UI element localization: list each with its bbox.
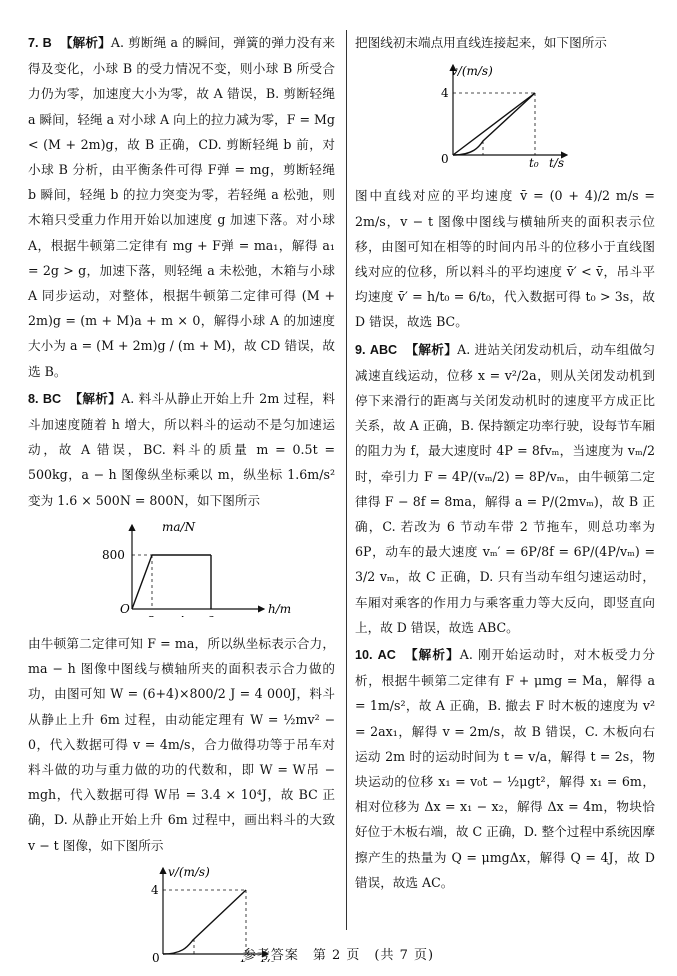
answer-label: ABC bbox=[369, 342, 398, 357]
axis-label-y: ma/N bbox=[162, 519, 196, 534]
x-tick-label: t₀ bbox=[529, 156, 539, 170]
question-8 bbox=[28, 386, 335, 513]
axis-label-x: t/s bbox=[549, 156, 565, 170]
question-number: 8. bbox=[28, 391, 39, 406]
straight-line bbox=[453, 93, 535, 155]
origin-label: 0 bbox=[441, 152, 449, 167]
ma-h-graph bbox=[28, 517, 335, 625]
question-8-conclusion: 图中直线对应的平均速度 v̄ = (0 + 4)/2 m/s = 2m/s，v − t 图像中图线与横轴所夹的面积表示位移，由图可知在相等的时间内吊斗的位移小于直线图线对应的位移，所以料斗的平均速度 v̄′ < v̄，吊斗平均速度 v̄′ = h/t₀ = 6/t₀，代入数据可得 t₀ > 3s，故 D 错误，故选 BC。 bbox=[355, 188, 655, 330]
analysis-tag: 【解析】 bbox=[404, 647, 460, 663]
question-7 bbox=[28, 30, 335, 384]
y-tick-label: 800 bbox=[102, 547, 125, 562]
left-column bbox=[28, 30, 335, 976]
question-number: 10. bbox=[355, 648, 373, 663]
axis-label-y: v/(m/s) bbox=[168, 864, 210, 879]
question-8-text-2: 由牛顿第二定律可知 F = ma，所以纵坐标表示合力，ma − h 图像中图线与横轴所夹的面积表示合力做的功，由图可知 W = (6+4)×800/2 J = 4 000J，料斗从静止上升 6m 过程，由动能定理有 W = ½mv² − 0，代入数据可得 v = 4m/s，合力做得功等于吊车对料斗做的功与重力做的功的代数和，即 W = W吊 − mgh，代入数据可得 W吊 = 3.4 × 10⁴J，故 BC 正确，D. 从静止开始上升 6m 过程中，画出料斗的大致 v − t 图像，如下图所示 bbox=[28, 636, 335, 853]
axis-label-x: h/m bbox=[268, 601, 292, 616]
right-column bbox=[355, 30, 655, 895]
origin-label: O bbox=[120, 601, 130, 616]
answer-label: BC bbox=[42, 391, 62, 406]
answer-label: B bbox=[42, 36, 52, 50]
vt-graph-2 bbox=[355, 59, 655, 177]
question-8-continued: 把图线初末端点用直线连接起来，如下图所示 bbox=[355, 35, 607, 50]
question-number: 9. bbox=[355, 342, 366, 357]
analysis-tag: 【解析】 bbox=[59, 35, 111, 50]
ma-h-line bbox=[132, 555, 211, 609]
column-divider bbox=[346, 30, 347, 930]
analysis-tag: 【解析】 bbox=[405, 341, 458, 357]
analysis-tag: 【解析】 bbox=[69, 390, 122, 406]
y-tick-label: 4 bbox=[441, 86, 449, 101]
analysis-text: A. 剪断绳 a 的瞬间，弹簧的弹力没有来得及变化，小球 B 的受力情况不变，则小球 B 所受合力仍为零，加速度大小为零，故 A 错误，B. 剪断轻绳 a 瞬间，轻绳 a 对小球 A 向上的拉力减为零，F = Mg < (M + 2m)g，故 B 正确，CD. 剪断轻绳 b 前，对小球 B 分析，由平衡条件可得 F弹 = mg，剪断轻绳 b 瞬间，轻绳 b 的拉力突变为零，若轻绳 a 松弛，则木箱只受重力作用开始以加速度 g 加速下落。对小球 A，根据牛顿第二定律有 mg + F弹 = ma₁，解得 a₁ = 2g > g，加速下落，则轻绳 a 未松弛，木箱与小球 A 同步运动，对整体，根据牛顿第二定律可得 (M + 2m)g = (m + M)a + m × 0，解得小球 A 的加速度大小为 a = (M + 2m)g / (m + M)，故 CD 错误，故选 B。 bbox=[28, 35, 335, 379]
y-tick-label: 4 bbox=[151, 882, 159, 897]
axis-label-y: v/(m/s) bbox=[451, 64, 493, 79]
analysis-text: A. 刚开始运动时，对木板受力分析，根据牛顿第二定律有 F + μmg = Ma，解得 a = 1m/s²，故 A 正确，B. 撤去 F 时木板的速度为 v² = 2ax₁，解得 v = 2m/s，故 B 错误，C. 木板向右运动 2m 时的运动时间为 t = v/a，解得 t = 2s，物块运动的位移 x₁ = v₀t − ½μgt²，解得 x₁ = 6m，相对位移为 Δx = x₁ − x₂，解得 Δx = 4m，物块恰好位于木板右端，故 C 正确，D. 整个过程中系统因摩擦产生的热量为 Q = μmgΔx，解得 Q = 4J，故 D 错误，故选 AC。 bbox=[355, 647, 656, 890]
answer-label: AC bbox=[377, 648, 396, 663]
question-10 bbox=[355, 642, 655, 895]
analysis-text: A. 进站关闭发动机后，动车组做匀减速直线运动，位移 x = v²/2a，则从关闭发动机到停下来滑行的距离与关闭发动机时的速度平方成正比关系，故 A 正确，B. 保持额定功率行驶，设每节车厢的阻力为 f，最大速度时 4P = 8fvₘ，当速度为 vₘ/2 时，牵引力 F = 4P/(vₘ/2) = 8P/vₘ，由牛顿第二定律得 F − 8f = 8ma，解得 a = P/(2mvₘ)，故 B 正确，C. 若改为 6 节动车带 2 节拖车，则总功率为 6P，动车的最大速度 vₘ′ = 6P/8f = 6P/(4P/vₘ) = 3/2 vₘ，故 C 正确，D. 只有当动车组匀速运动时，车厢对乘客的作用力与乘客重力等大反向，即竖直向上，故 D 错误，故选 ABC。 bbox=[355, 341, 655, 635]
question-number: 7. bbox=[28, 36, 39, 50]
origin-label: 0 bbox=[152, 950, 160, 962]
x-tick-label bbox=[148, 614, 156, 617]
analysis-text: A. 料斗从静止开始上升 2m 过程，料斗加速度随着 h 增大，所以料斗的运动不是匀加速运动，故 A 错误，BC. 料斗的质量 m = 0.5t = 500kg，a − h 图像纵坐标乘以 m，纵坐标 1.6m/s² 变为 1.6 × 500N = 800N，如下图所示 bbox=[28, 390, 335, 508]
x-tick-label bbox=[207, 614, 215, 617]
page-footer: 参考答案 第 2 页 (共 7 页) bbox=[242, 948, 435, 963]
x-tick-label bbox=[178, 614, 186, 617]
question-9 bbox=[355, 337, 655, 640]
